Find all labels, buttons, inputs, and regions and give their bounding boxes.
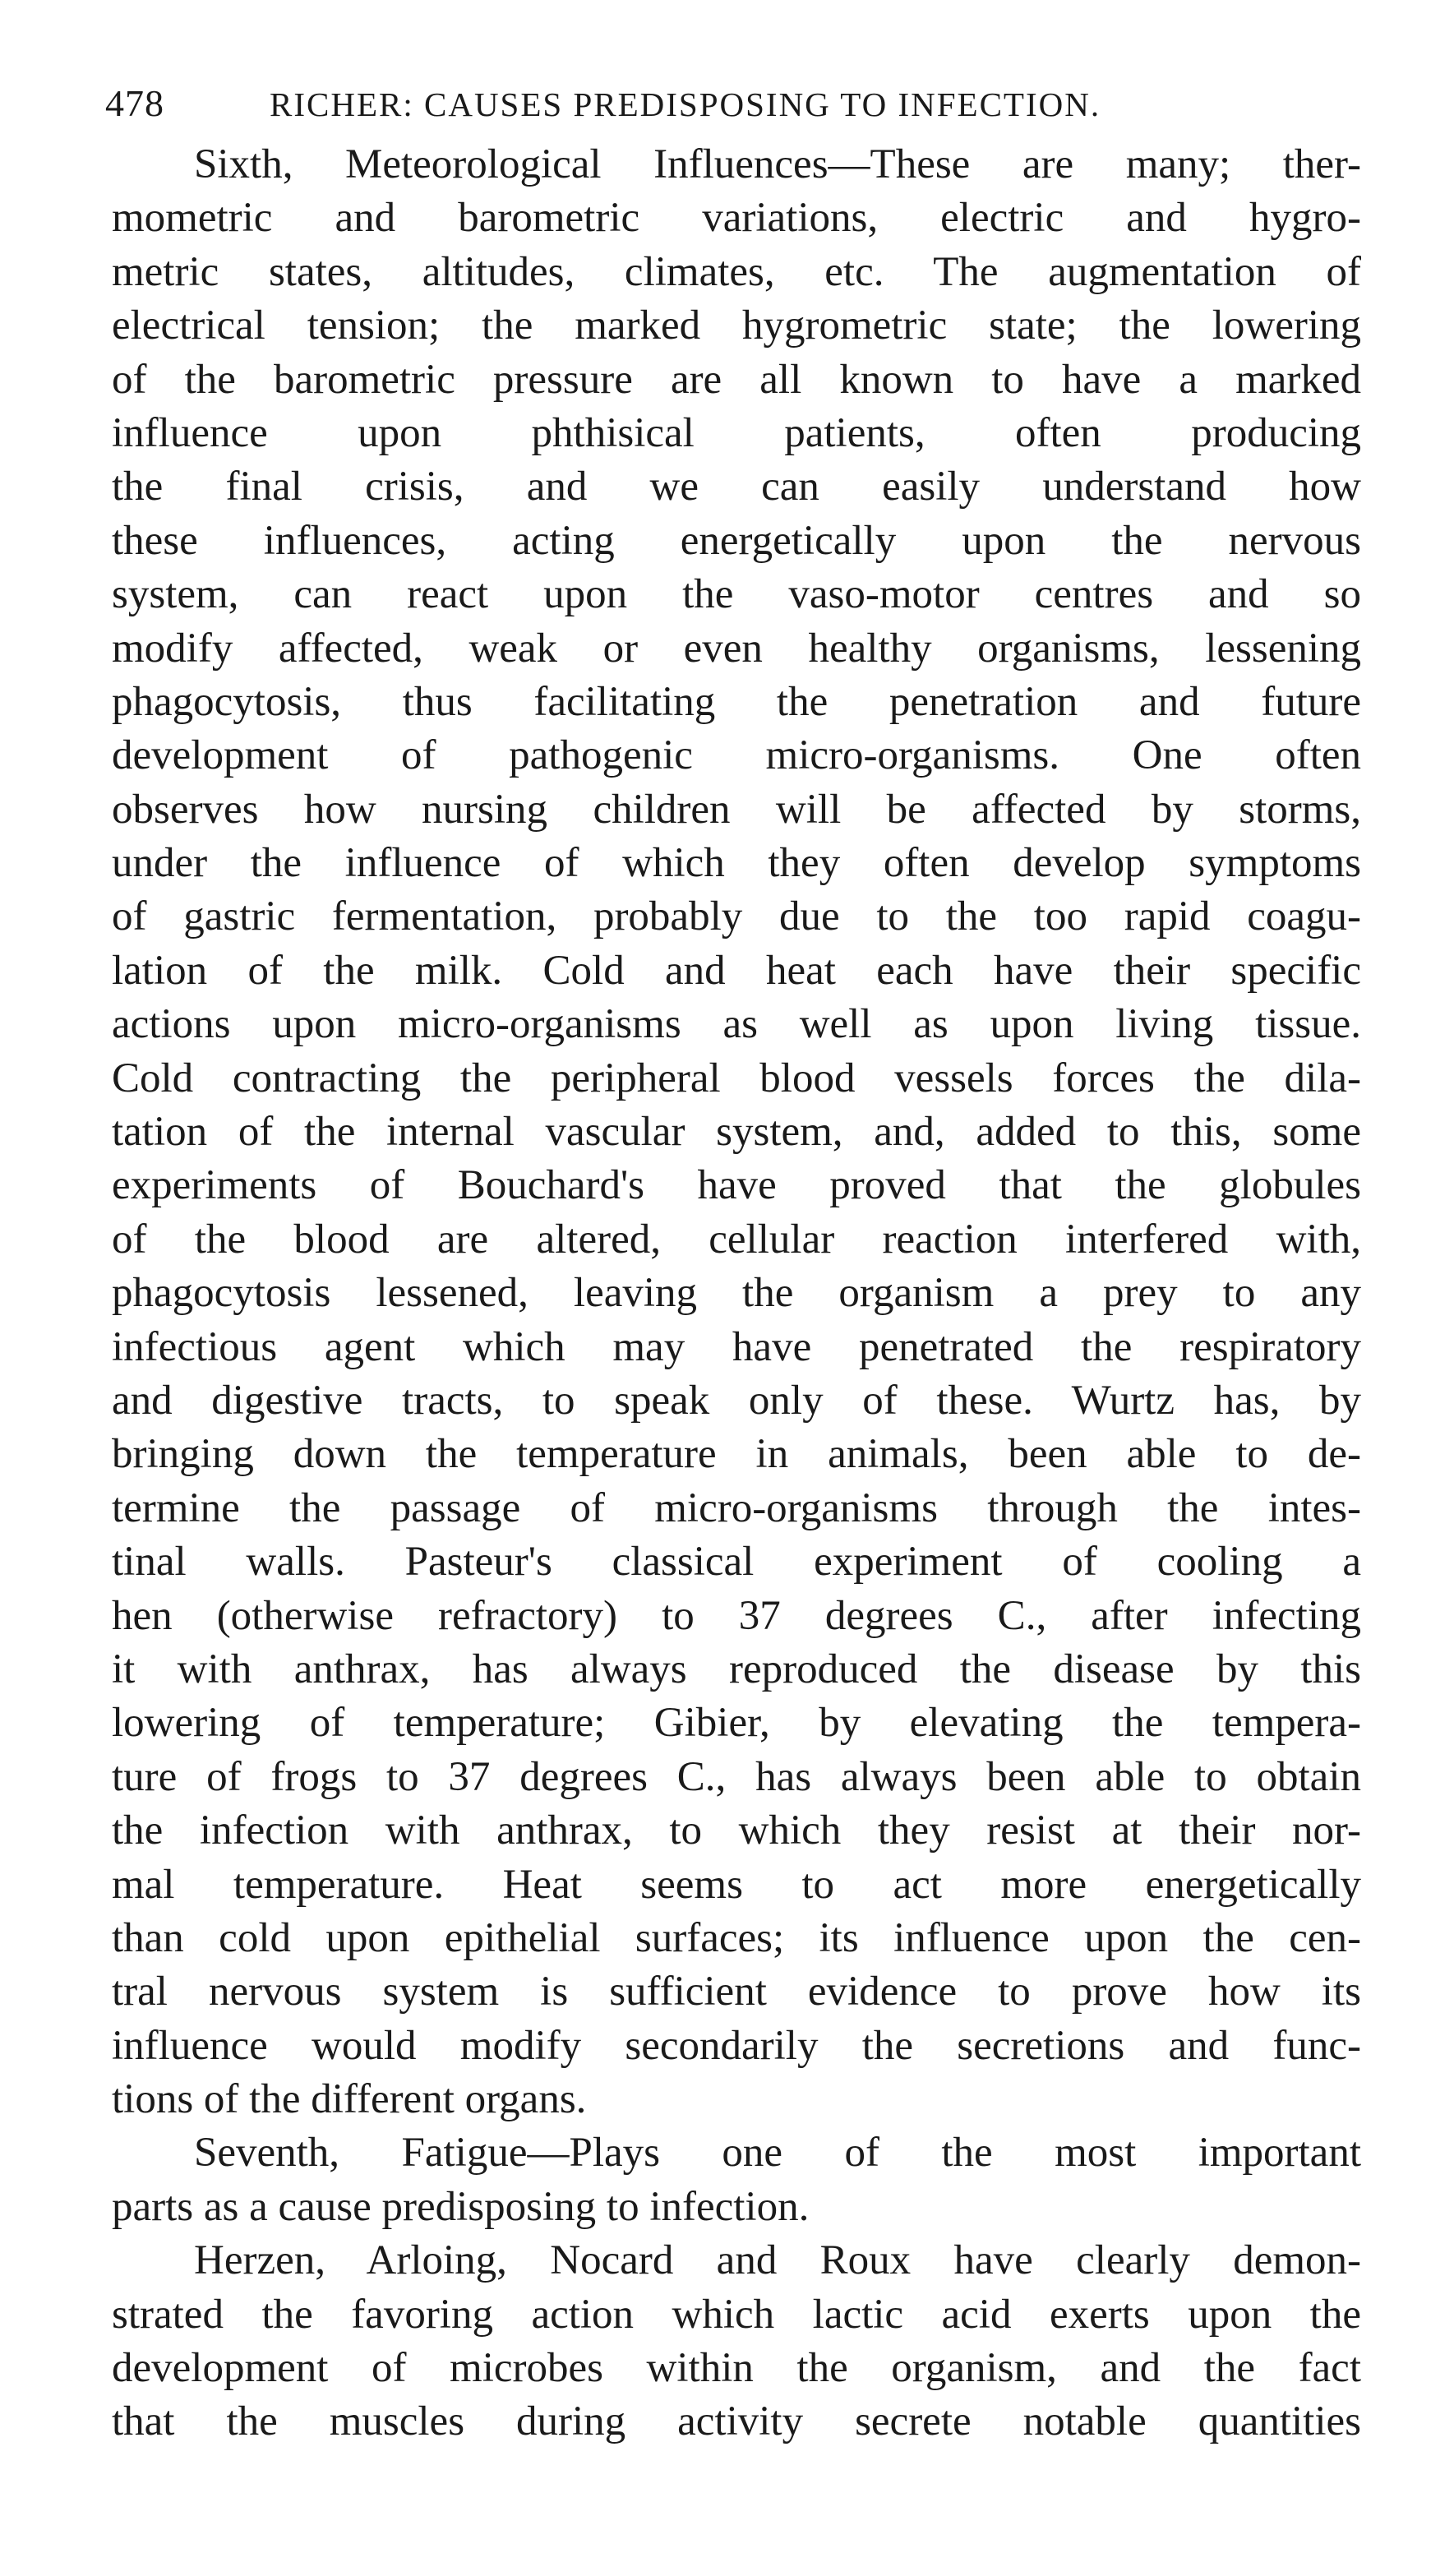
paragraph-line: under the influence of which they often develop symptoms: [112, 840, 1361, 887]
paragraph-line: observes how nursing children will be affected by storms,: [112, 786, 1361, 833]
paragraph-line: experiments of Bouchard's have proved that the globules: [112, 1162, 1361, 1209]
paragraph-line: actions upon micro-organisms as well as upon living tissue.: [112, 1001, 1361, 1048]
paragraph-line: and digestive tracts, to speak only of these. Wurtz has, by: [112, 1377, 1361, 1424]
paragraph-line: tions of the different organs.: [112, 2076, 587, 2123]
paragraph-line: the infection with anthrax, to which they resist at their nor-: [112, 1807, 1361, 1854]
paragraph-line: Cold contracting the peripheral blood vessels forces the dila-: [112, 1055, 1361, 1101]
paragraph-line: metric states, altitudes, climates, etc. The augmentation of: [112, 248, 1361, 295]
paragraph-line: that the muscles during activity secrete notable quantities: [112, 2398, 1361, 2445]
paragraph-line: ture of frogs to 37 degrees C., has always been able to obtain: [112, 1753, 1361, 1800]
paragraph-line: hen (otherwise refractory) to 37 degrees C., after infecting: [112, 1592, 1361, 1639]
paragraph-line: modify affected, weak or even healthy organisms, lessening: [112, 625, 1361, 672]
paragraph-line: system, can react upon the vaso-motor centres and so: [112, 571, 1361, 618]
paragraph-line: mometric and barometric variations, electric and hygro-: [112, 195, 1361, 242]
paragraph-line: phagocytosis, thus facilitating the penetration and future: [112, 678, 1361, 725]
paragraph-line: development of microbes within the organism, and the fact: [112, 2345, 1361, 2392]
paragraph-line: mal temperature. Heat seems to act more energetically: [112, 1861, 1361, 1908]
running-title: RICHER: CAUSES PREDISPOSING TO INFECTION.: [270, 85, 1101, 123]
paragraph-line: it with anthrax, has always reproduced the disease by this: [112, 1646, 1361, 1692]
paragraph-line: influence would modify secondarily the secretions and func-: [112, 2022, 1361, 2069]
paragraph-line: of the blood are altered, cellular reaction interfered with,: [112, 1216, 1361, 1263]
paragraph-line: the final crisis, and we can easily understand how: [112, 464, 1361, 510]
paragraph-line: tral nervous system is sufficient evidence to prove how its: [112, 1969, 1361, 2015]
paragraph-line: Herzen, Arloing, Nocard and Roux have clearly demon-: [194, 2237, 1361, 2284]
paragraph-line: phagocytosis lessened, leaving the organism a prey to any: [112, 1270, 1361, 1317]
paragraph-line: tation of the internal vascular system, and, added to this, some: [112, 1109, 1361, 1156]
paragraph-line: strated the favoring action which lactic acid exerts upon the: [112, 2291, 1361, 2338]
paragraph-line: than cold upon epithelial surfaces; its influence upon the cen-: [112, 1914, 1361, 1961]
paragraph-line: electrical tension; the marked hygrometric state; the lowering: [112, 302, 1361, 349]
paragraph-line: tinal walls. Pasteur's classical experiment of cooling a: [112, 1539, 1361, 1586]
page-number: 478: [105, 82, 164, 124]
paragraph-line: Sixth, Meteorological Influences—These are many; ther-: [194, 141, 1361, 187]
paragraph-line: lation of the milk. Cold and heat each have their specific: [112, 947, 1361, 994]
paragraph-line: bringing down the temperature in animals, been able to de-: [112, 1431, 1361, 1478]
paragraph-line: these influences, acting energetically upon the nervous: [112, 517, 1361, 564]
paragraph-line: influence upon phthisical patients, often producing: [112, 409, 1361, 456]
paragraph-line: parts as a cause predisposing to infection.: [112, 2183, 810, 2230]
paragraph-line: of the barometric pressure are all known to have a marked: [112, 356, 1361, 403]
paragraph-line: termine the passage of micro-organisms through the intes-: [112, 1484, 1361, 1531]
paragraph-line: of gastric fermentation, probably due to the too rapid coagu-: [112, 893, 1361, 940]
paragraph-line: development of pathogenic micro-organisms. One often: [112, 732, 1361, 779]
paragraph-line: lowering of temperature; Gibier, by elevating the tempera-: [112, 1700, 1361, 1747]
paragraph-line: infectious agent which may have penetrated the respiratory: [112, 1323, 1361, 1370]
paragraph-line: Seventh, Fatigue—Plays one of the most important: [194, 2130, 1361, 2177]
body-text: [112, 138, 1361, 2449]
running-head: [105, 77, 1371, 130]
